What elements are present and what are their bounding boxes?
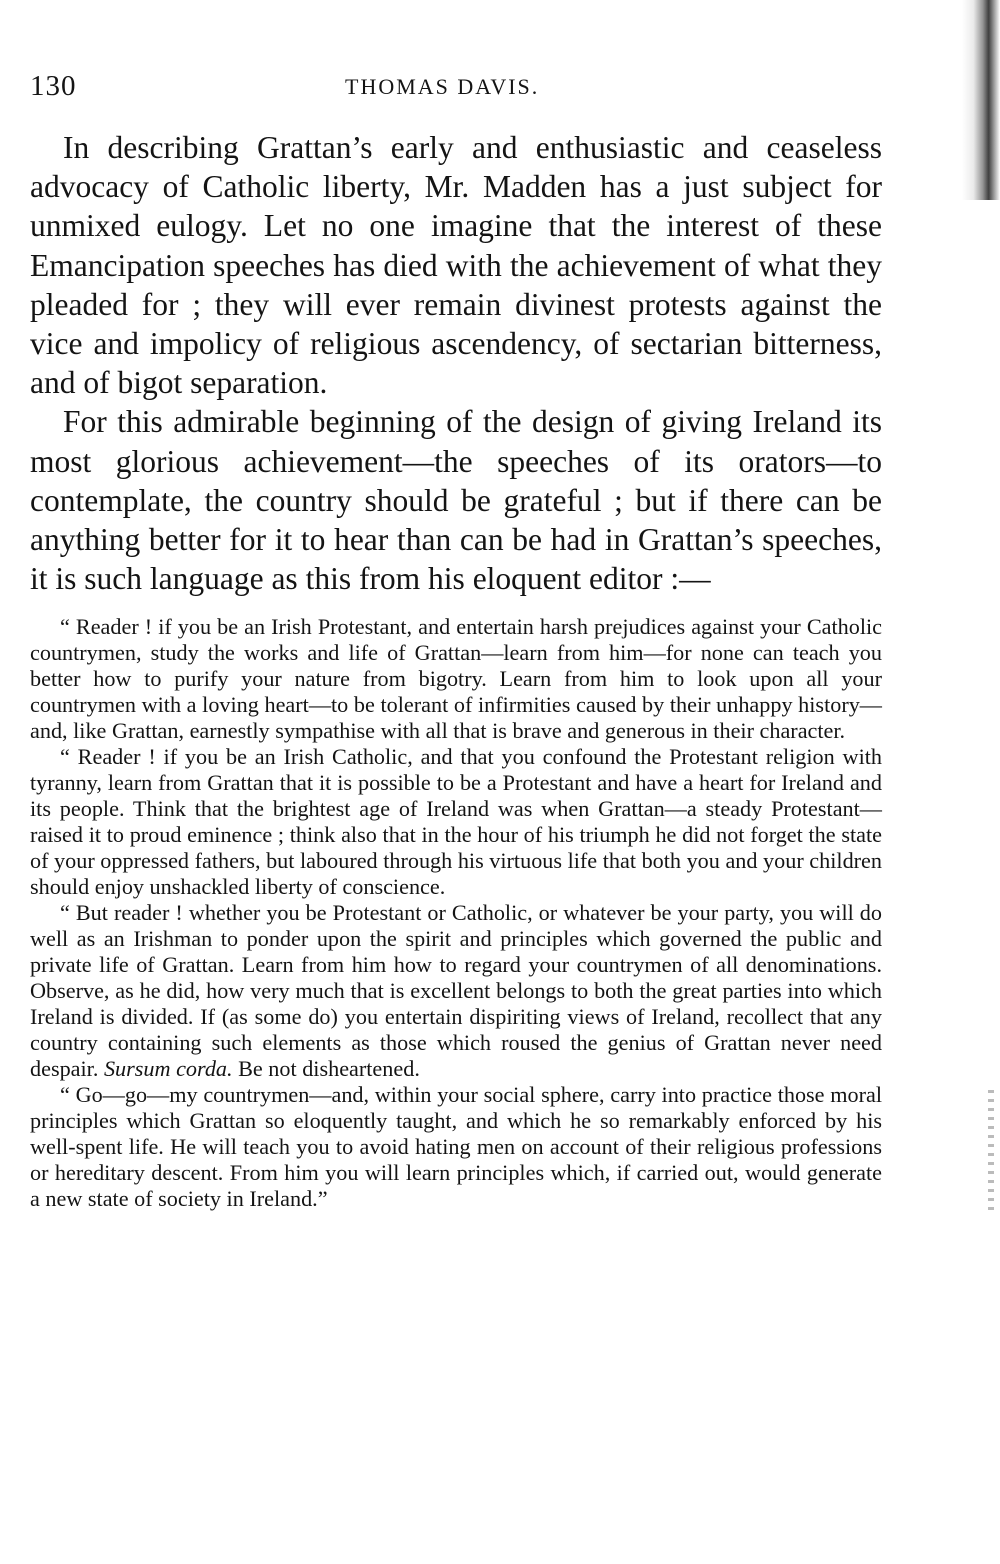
- quote-3-text-end: Be not disheartened.: [232, 1056, 420, 1082]
- running-title: THOMAS DAVIS.: [345, 74, 540, 99]
- quoted-passage: [30, 614, 882, 1212]
- scan-edge-marks: [988, 1090, 994, 1210]
- quote-paragraph-4: “ Go—go—my countrymen—and, within your social sphere, carry into practice those moral principles which Grattan so eloquently taught, and which he so remarkably enforced by his well-spent life. He will teach you to avoid hating men on account of their religious professions or hereditary descent. From him you will learn principles which, if carried out, would generate a new state of society in Ireland.”: [30, 1082, 882, 1212]
- quote-paragraph-3: [30, 900, 882, 1082]
- paragraph-2: For this admirable beginning of the design of giving Ireland its most glorious achievement—the speeches of its orators—to contemplate, the country should be grateful ; but if there can be anything better for it to hear than can be had in Grattan’s speeches, it is such language as this from his eloquent editor :—: [30, 404, 882, 597]
- quote-paragraph-1: “ Reader ! if you be an Irish Protestant, and entertain harsh prejudices against your Catholic countrymen, study the works and life of Grattan—learn from him—for none can teach you better how to purify your nature from bigotry. Learn from him to look upon all your countrymen with a loving heart—to be tolerant of infirmities caused by their unhappy history—and, like Grattan, earnestly sympathise with all that is brave and generous in their character.: [30, 614, 882, 744]
- quote-3-italic-phrase: Sursum corda.: [103, 1056, 233, 1082]
- running-head: [30, 70, 885, 110]
- paragraph-1: In describing Grattan’s early and enthusiastic and ceaseless advocacy of Catholic liberty, Mr. Madden has a just subject for unmixed eulogy. Let no one imagine that the interest of these Emancipation speeches has died with the achievement of what they pleaded for ; they will ever remain divinest protests against the vice and impolicy of religious ascendency, of sectarian bitterness, and of bigot separation.: [30, 130, 882, 401]
- quote-3-text-start: “ But reader ! whether you be Protestant or Catholic, or whatever be your party, you will do well as an Irishman to ponder upon the spirit and principles which governed the public and private life of Grattan. Learn from him how to regard your countrymen of all denominations. Observe, as he did, how very much that is excellent belongs to both the great parties into which Ireland is divided. If (as some do) you entertain dispiriting views of Ireland, recollect that any country containing such elements as those which roused the genius of Grattan never need despair.: [30, 900, 882, 1082]
- page-number: 130: [30, 70, 77, 102]
- quote-paragraph-2: “ Reader ! if you be an Irish Catholic, and that you confound the Protestant religion with tyranny, learn from Grattan that it is possible to be a Protestant and have a heart for Ireland and its people. Think that the brightest age of Ireland was when Grattan—a steady Protestant—raised it to proud eminence ; think also that in the hour of his triumph he did not forget the state of your oppressed fathers, but laboured through his virtuous life that both you and your children should enjoy unshackled liberty of conscience.: [30, 744, 882, 900]
- scan-edge-shadow: [962, 0, 1000, 200]
- body-text: [30, 128, 882, 1212]
